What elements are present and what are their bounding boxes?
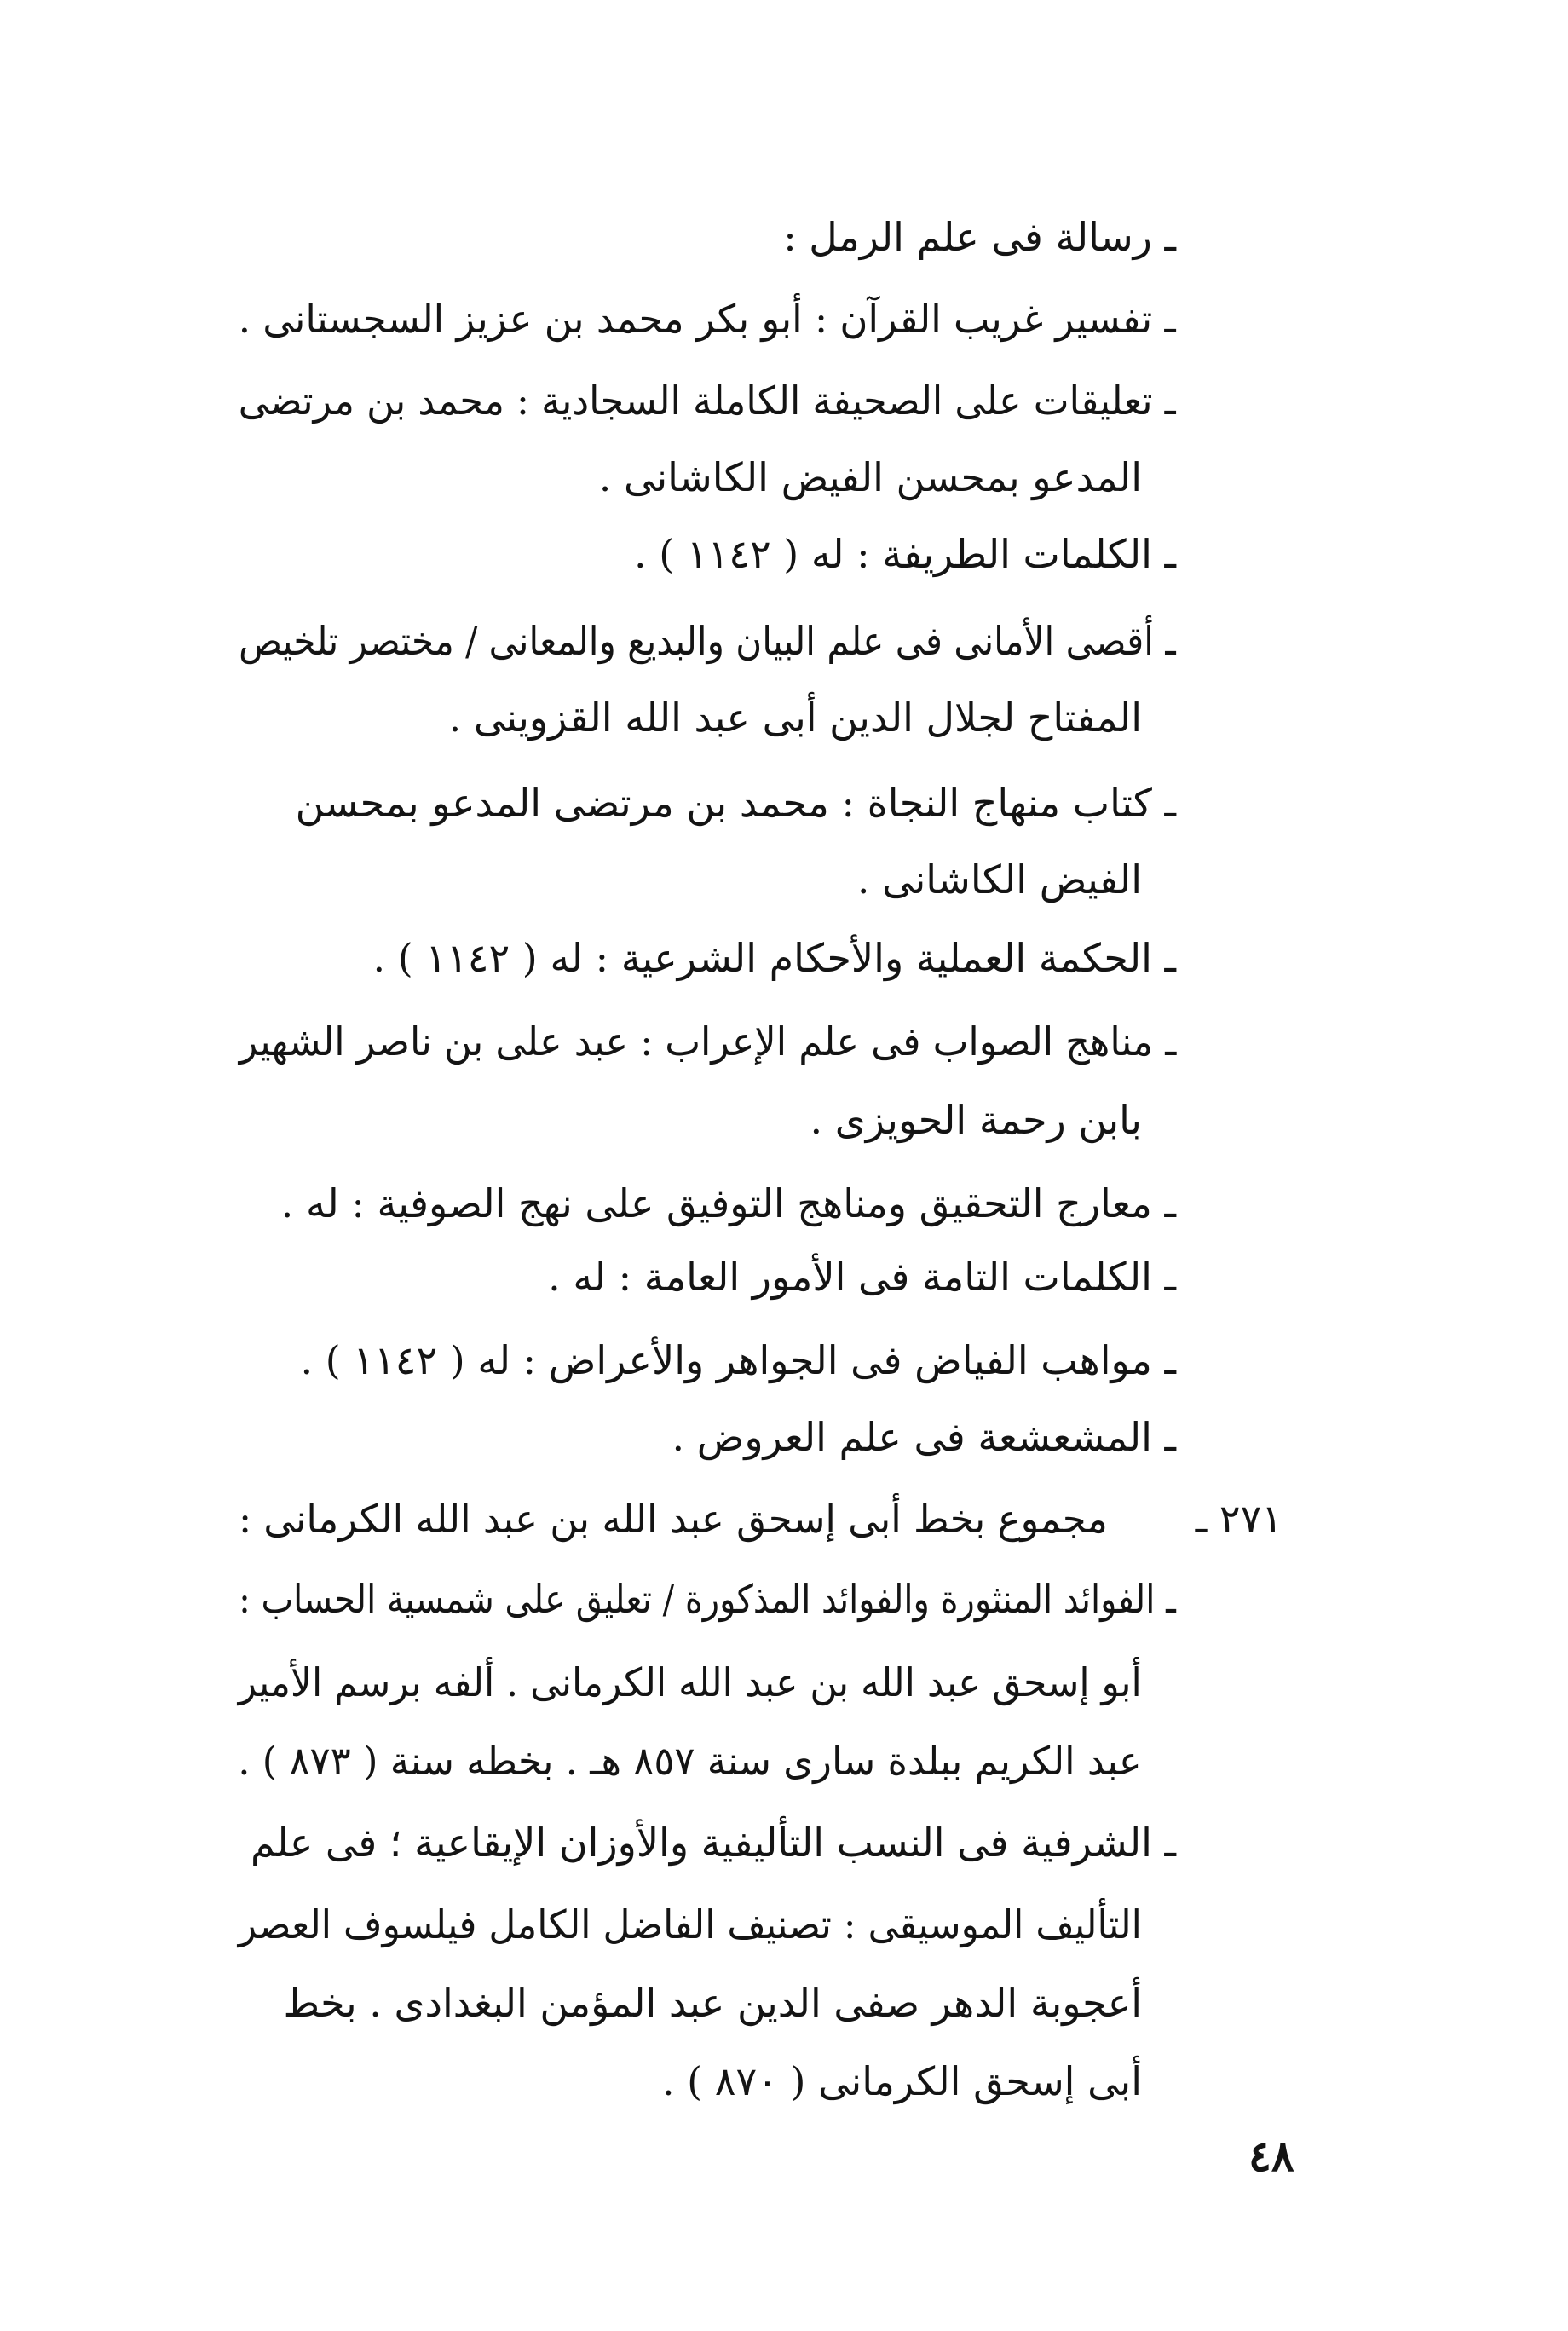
entry-heading: مجموع بخط أبى إسحق عبد الله بن عبد الله الكرمانى : (239, 1496, 1108, 1542)
text-line: التأليف الموسيقى : تصنيف الفاضل الكامل فيلسوف العصر (238, 1901, 1142, 1947)
text-line: ـ رسالة فى علم الرمل : (783, 214, 1176, 260)
text-line: بابن رحمة الحويزى . (810, 1097, 1142, 1143)
text-line: ـ مواهب الفياض فى الجواهر والأعراض : له ( ١١٤٢ ) . (300, 1337, 1176, 1383)
text-line: أبو إسحق عبد الله بن عبد الله الكرمانى . ألفه برسم الأمير (239, 1659, 1142, 1705)
text-line: عبد الكريم ببلدة سارى سنة ٨٥٧ هـ . بخطه سنة ( ٨٧٣ ) . (238, 1738, 1142, 1784)
text-line: ـ الحكمة العملية والأحكام الشرعية : له ( ١١٤٢ ) . (372, 935, 1176, 981)
text-line: أعجوبة الدهر صفى الدين عبد المؤمن البغدادى . بخط (283, 1980, 1142, 2026)
text-line: ـ كتاب منهاج النجاة : محمد بن مرتضى المدعو بمحسن (295, 780, 1176, 826)
entry-number: ٢٧١ ـ (1195, 1496, 1283, 1542)
page-number: ٤٨ (1248, 2131, 1294, 2181)
text-line: ـ الكلمات التامة فى الأمور العامة : له . (548, 1254, 1176, 1300)
text-line: ـ تعليقات على الصحيفة الكاملة السجادية : محمد بن مرتضى (239, 378, 1176, 424)
text-line: ـ الكلمات الطريفة : له ( ١١٤٢ ) . (634, 531, 1176, 577)
text-line: ـ معارج التحقيق ومناهج التوفيق على نهج الصوفية : له . (280, 1180, 1176, 1226)
text-line: المدعو بمحسن الفيض الكاشانى . (598, 454, 1142, 500)
text-line: ـ تفسير غريب القرآن : أبو بكر محمد بن عزيز السجستانى . (239, 296, 1176, 342)
text-line: الفيض الكاشانى . (856, 857, 1142, 903)
text-line: أبى إسحق الكرمانى ( ٨٧٠ ) . (661, 2058, 1142, 2104)
text-line: ـ مناهج الصواب فى علم الإعراب : عبد على بن ناصر الشهير (239, 1018, 1176, 1065)
text-line: ـ المشعشعة فى علم العروض . (672, 1414, 1176, 1460)
text-line: ـ الفوائد المنثورة والفوائد المذكورة / تعليق على شمسية الحساب : (239, 1576, 1176, 1622)
text-line: ـ الشرفية فى النسب التأليفية والأوزان الإيقاعية ؛ فى علم (251, 1820, 1176, 1866)
text-line: المفتاح لجلال الدين أبى عبد الله القزوينى . (448, 695, 1142, 741)
text-line: ـ أقصى الأمانى فى علم البيان والبديع والمعانى / مختصر تلخيص (239, 618, 1176, 664)
